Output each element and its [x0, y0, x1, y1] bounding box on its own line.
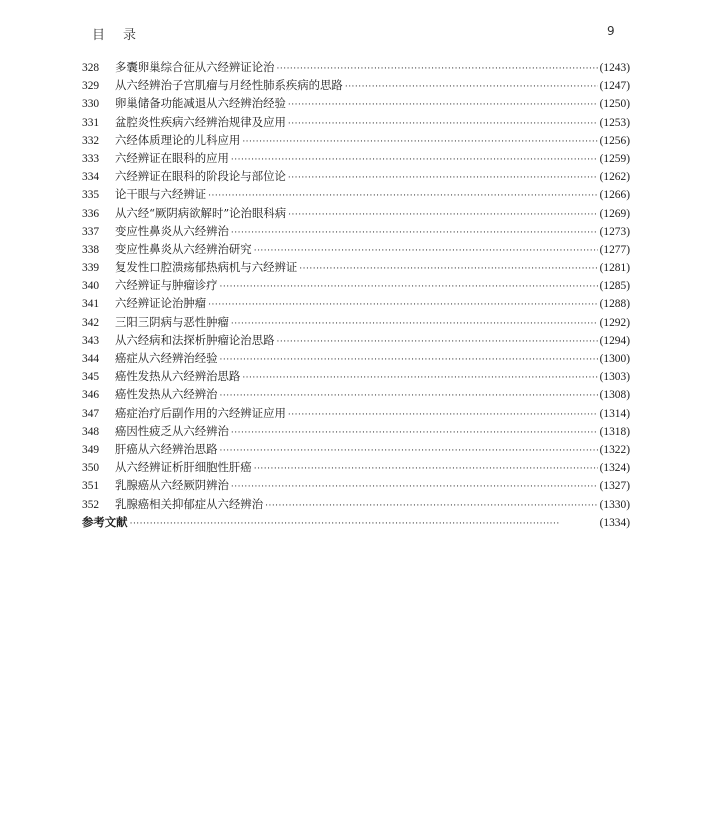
toc-entry-number: 338	[82, 243, 100, 256]
toc-entry-number: 334	[82, 171, 100, 184]
toc-entry-title: 从六经辨治子宫肌瘤与月经性肺系疾病的思路	[115, 78, 343, 93]
header-title: 目录	[92, 28, 155, 43]
toc-entry-number: 339	[82, 262, 100, 275]
toc-leader-dots	[288, 169, 598, 187]
toc-entry-title: 六经体质理论的儿科应用	[115, 132, 241, 147]
toc-entry-number: 340	[82, 280, 100, 293]
toc-entry-number: 352	[82, 498, 100, 511]
toc-leader-dots	[231, 224, 598, 242]
toc-entry-page: (1273)	[599, 225, 630, 238]
toc-entry[interactable]	[82, 113, 630, 131]
toc-entry-page: (1256)	[599, 134, 630, 147]
toc-entry-page: (1308)	[599, 389, 630, 402]
toc-entry[interactable]	[82, 58, 630, 76]
page-header	[0, 0, 713, 60]
toc-leader-dots	[345, 78, 598, 96]
toc-entry-number: 332	[82, 134, 100, 147]
toc-entry-page: (1318)	[599, 425, 630, 438]
toc-entry-title: 多囊卵巢综合征从六经辨证论治	[115, 60, 275, 74]
toc-entry-title: 从六经“厥阴病欲解时”论治眼科病	[115, 205, 287, 220]
toc-entry-number: 336	[82, 207, 100, 220]
toc-entry-title: 乳腺癌从六经厥阴辨治	[115, 478, 229, 493]
toc-entry[interactable]	[82, 349, 630, 367]
table-of-contents	[82, 58, 630, 531]
toc-entry-page: (1327)	[599, 480, 630, 493]
toc-entry-title: 六经辨证在眼科的阶段论与部位论	[115, 169, 286, 184]
toc-entry-page: (1266)	[599, 189, 630, 202]
toc-entry[interactable]	[82, 294, 630, 312]
toc-entry[interactable]	[82, 495, 630, 513]
toc-entry-title: 变应性鼻炎从六经辨治研究	[115, 241, 252, 256]
toc-leader-dots	[299, 260, 597, 278]
toc-entry-title: 论干眼与六经辨证	[115, 187, 207, 202]
toc-entry-number: 351	[82, 480, 100, 493]
toc-entry-title: 变应性鼻炎从六经辨治	[115, 223, 229, 238]
toc-entry-number: 329	[82, 80, 100, 93]
toc-entry[interactable]	[82, 385, 630, 403]
toc-entry-number: 342	[82, 316, 100, 329]
toc-entry[interactable]	[82, 367, 630, 385]
toc-entry[interactable]	[82, 167, 630, 185]
toc-entry-number: 341	[82, 298, 100, 311]
toc-leader-dots	[242, 369, 597, 387]
toc-entry-title: 癌症从六经辨治经验	[115, 351, 218, 365]
toc-leader-dots	[276, 333, 597, 351]
toc-entry-number: 350	[82, 462, 100, 475]
toc-leader-dots	[288, 206, 598, 224]
toc-entry[interactable]	[82, 94, 630, 112]
toc-entry-number: 331	[82, 116, 100, 129]
toc-entry[interactable]	[82, 131, 630, 149]
toc-entry-title: 从六经病和法探析肿瘤论治思路	[115, 332, 275, 347]
toc-entry-number: 349	[82, 443, 100, 456]
toc-leader-dots	[220, 351, 598, 369]
toc-entry-title: 复发性口腔溃疡郁热病机与六经辨证	[115, 260, 298, 275]
toc-leader-dots	[288, 406, 598, 424]
toc-entry-title: 癌因性疲乏从六经辨治	[115, 423, 229, 438]
toc-entry-title: 三阳三阴病与恶性肿瘤	[115, 314, 229, 329]
toc-entry[interactable]	[82, 331, 630, 349]
toc-entry-number: 344	[82, 353, 100, 365]
toc-entry-number: 348	[82, 425, 100, 438]
toc-entry-number: 343	[82, 334, 100, 347]
toc-entry-page: (1281)	[599, 262, 630, 275]
toc-entry-number: 347	[82, 407, 100, 420]
toc-leader-dots	[220, 442, 598, 460]
toc-entry-number: 330	[82, 98, 100, 111]
toc-entry-title: 癌性发热从六经辨治	[115, 387, 218, 402]
toc-entry-page: (1288)	[599, 298, 630, 311]
toc-entry-title: 六经辨证在眼科的应用	[115, 150, 229, 165]
toc-leader-dots	[130, 515, 598, 533]
toc-entry[interactable]	[82, 404, 630, 422]
toc-entry-page: (1303)	[599, 371, 630, 384]
toc-leader-dots	[231, 151, 598, 169]
toc-entry-page: (1314)	[599, 407, 630, 420]
toc-leader-dots	[254, 242, 598, 260]
toc-leader-dots	[288, 115, 598, 133]
toc-entry[interactable]	[82, 204, 630, 222]
toc-entry-page: (1250)	[599, 98, 630, 111]
toc-entry-title: 乳腺癌相关抑郁症从六经辨治	[115, 496, 264, 511]
toc-entry-page: (1334)	[599, 516, 630, 529]
header-page-number: 9	[607, 24, 615, 38]
toc-entry-title: 从六经辨证析肝细胞性肝癌	[115, 460, 252, 475]
toc-leader-dots	[242, 133, 597, 151]
toc-entry[interactable]	[82, 222, 630, 240]
toc-entry-title: 六经辨证与肿瘤诊疗	[115, 278, 218, 293]
toc-entry[interactable]	[82, 476, 630, 494]
toc-leader-dots	[231, 478, 598, 496]
toc-entry-page: (1247)	[599, 80, 630, 93]
toc-entry-title: 参考文献	[82, 514, 128, 529]
toc-entry-page: (1243)	[599, 62, 630, 74]
toc-leader-dots	[254, 460, 598, 478]
toc-entry[interactable]	[82, 422, 630, 440]
toc-entry-number: 346	[82, 389, 100, 402]
toc-entry[interactable]	[82, 149, 630, 167]
toc-entry[interactable]	[82, 76, 630, 94]
toc-references-entry[interactable]	[82, 513, 630, 531]
toc-entry-page: (1253)	[599, 116, 630, 129]
toc-leader-dots	[231, 424, 598, 442]
toc-entry-page: (1285)	[599, 280, 630, 293]
toc-entry-page: (1259)	[599, 152, 630, 165]
toc-entry-page: (1322)	[599, 443, 630, 456]
toc-entry-number: 345	[82, 371, 100, 384]
toc-entry-page: (1294)	[599, 334, 630, 347]
toc-entry-title: 六经辨证论治肿瘤	[115, 296, 207, 311]
toc-entry-number: 328	[82, 62, 100, 74]
toc-entry-title: 肝癌从六经辨治思路	[115, 441, 218, 456]
toc-entry-page: (1269)	[599, 207, 630, 220]
toc-entry-title: 癌症治疗后副作用的六经辨证应用	[115, 405, 286, 420]
toc-entry[interactable]	[82, 313, 630, 331]
toc-entry-number: 335	[82, 189, 100, 202]
toc-entry-title: 卵巢储备功能减退从六经辨治经验	[115, 96, 286, 111]
toc-entry-number: 333	[82, 152, 100, 165]
toc-entry-page: (1330)	[599, 498, 630, 511]
toc-entry-page: (1262)	[599, 171, 630, 184]
toc-entry[interactable]	[82, 240, 630, 258]
toc-leader-dots	[265, 497, 598, 515]
toc-entry-page: (1324)	[599, 462, 630, 475]
toc-entry-page: (1292)	[599, 316, 630, 329]
toc-entry[interactable]	[82, 276, 630, 294]
toc-entry-title: 盆腔炎性疾病六经辨治规律及应用	[115, 114, 286, 129]
toc-entry-page: (1277)	[599, 243, 630, 256]
toc-entry-title: 癌性发热从六经辨治思路	[115, 369, 241, 384]
toc-entry[interactable]	[82, 458, 630, 476]
toc-leader-dots	[288, 96, 598, 114]
toc-leader-dots	[208, 296, 597, 314]
toc-leader-dots	[231, 315, 598, 333]
toc-entry-number: 337	[82, 225, 100, 238]
toc-entry-page: (1300)	[599, 353, 630, 365]
toc-leader-dots	[220, 278, 598, 296]
toc-entry[interactable]	[82, 258, 630, 276]
toc-entry[interactable]	[82, 185, 630, 203]
toc-entry[interactable]	[82, 440, 630, 458]
